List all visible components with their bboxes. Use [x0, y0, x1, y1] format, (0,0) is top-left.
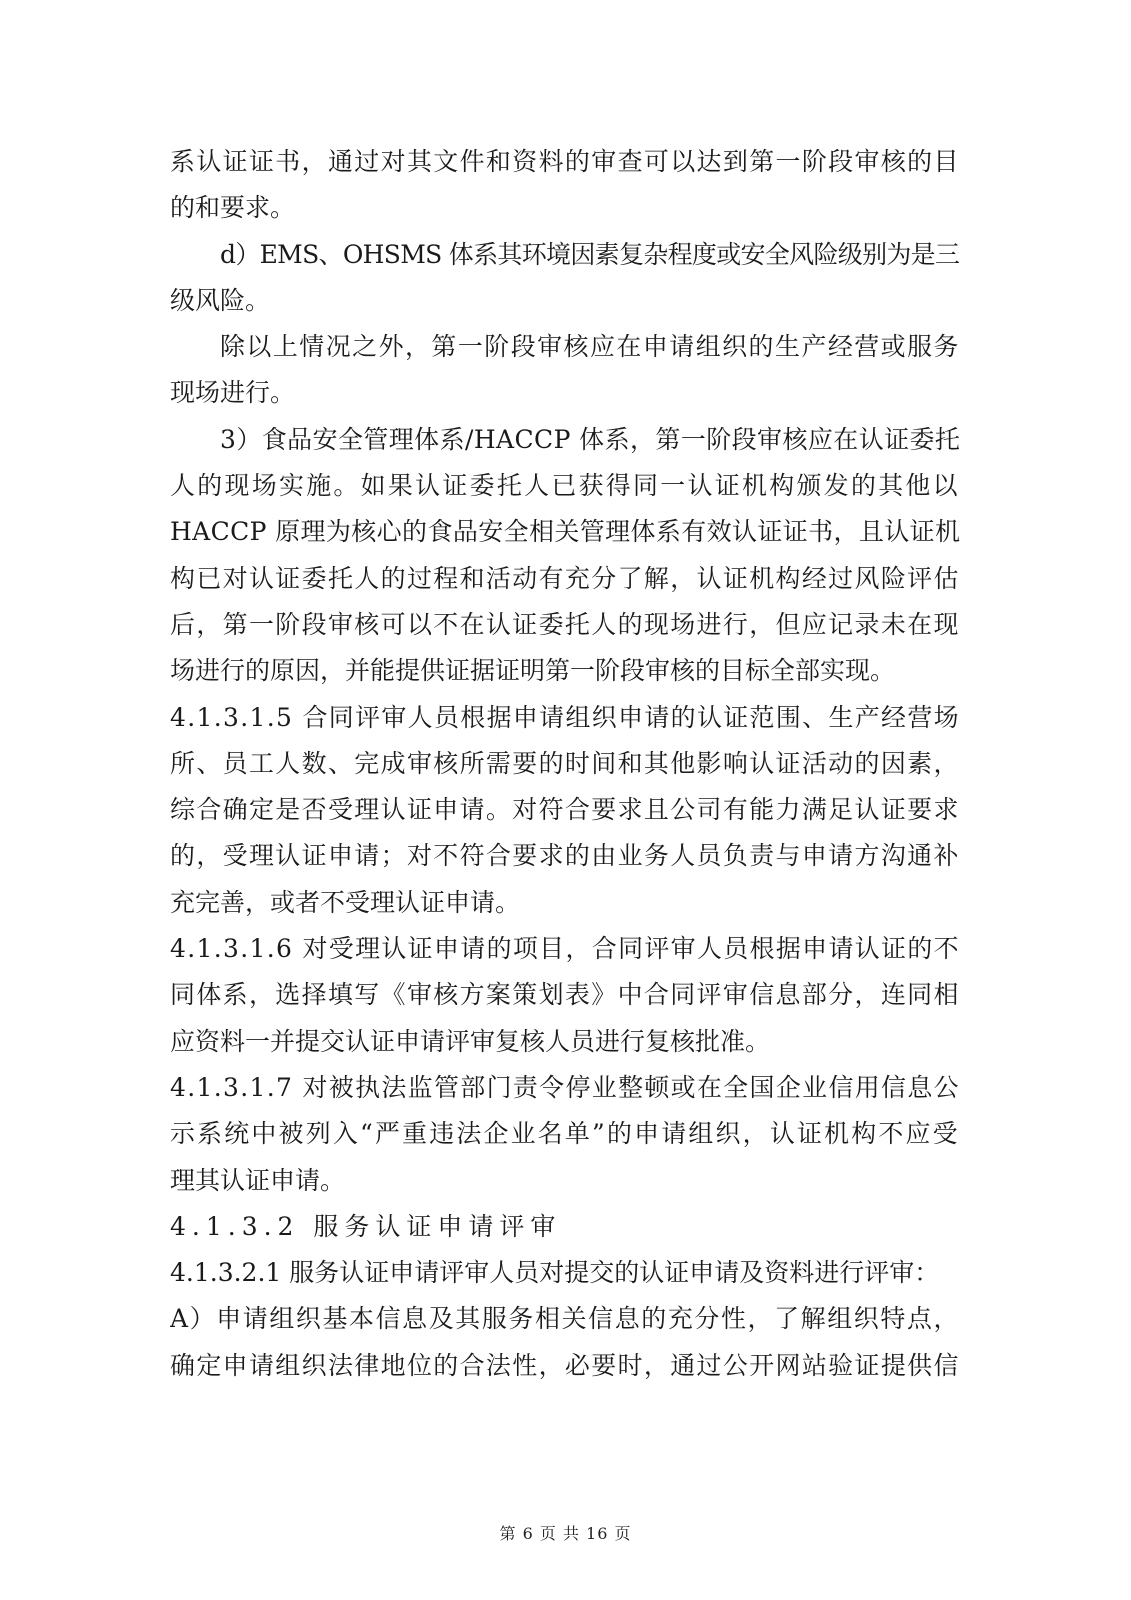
- text-line: 的，受理认证申请；对不符合要求的由业务人员负责与申请方沟通补: [170, 841, 960, 871]
- text-line: 理其认证申请。: [170, 1165, 346, 1195]
- text-line: 构已对认证委托人的过程和活动有充分了解，认证机构经过风险评估: [170, 563, 960, 593]
- text-line: 所、员工人数、完成审核所需要的时间和其他影响认证活动的因素，: [170, 748, 960, 778]
- text-line: 充完善，或者不受理认证申请。: [170, 887, 521, 917]
- text-line: 综合确定是否受理认证申请。对符合要求且公司有能力满足认证要求: [170, 795, 960, 825]
- text-line: 后，第一阶段审核可以不在认证委托人的现场进行，但应记录未在现: [170, 609, 960, 639]
- text-line: 级风险。: [170, 285, 271, 315]
- text-line: 的和要求。: [170, 193, 296, 223]
- text-line: 3）食品安全管理体系/HACCP 体系，第一阶段审核应在认证委托: [220, 424, 960, 454]
- text-line: 4.1.3.1.6 对受理认证申请的项目，合同评审人员根据申请认证的不: [170, 934, 960, 964]
- text-line: 4.1.3.2 服务认证申请评审: [170, 1211, 562, 1241]
- text-line: 现场进行。: [170, 378, 296, 408]
- text-line: 系认证证书，通过对其文件和资料的审查可以达到第一阶段审核的目: [170, 147, 960, 176]
- document-body: [170, 139, 960, 1389]
- text-line: 4.1.3.1.7 对被执法监管部门责令停业整顿或在全国企业信用信息公: [170, 1072, 960, 1102]
- text-line: 人的现场实施。如果认证委托人已获得同一认证机构颁发的其他以: [170, 471, 960, 501]
- text-line: 示系统中被列入“严重违法企业名单”的申请组织，认证机构不应受: [170, 1119, 960, 1149]
- text-line: d）EMS、OHSMS 体系其环境因素复杂程度或安全风险级别为是三: [220, 239, 960, 269]
- text-line: 确定申请组织法律地位的合法性，必要时，通过公开网站验证提供信: [170, 1350, 960, 1380]
- text-line: 场进行的原因，并能提供证据证明第一阶段审核的目标全部实现。: [170, 656, 896, 686]
- text-line: 同体系，选择填写《审核方案策划表》中合同评审信息部分，连同相: [170, 980, 960, 1010]
- text-line: 除以上情况之外，第一阶段审核应在申请组织的生产经营或服务: [220, 332, 960, 362]
- text-line: HACCP 原理为核心的食品安全相关管理体系有效认证证书，且认证机: [170, 517, 960, 547]
- text-line: A）申请组织基本信息及其服务相关信息的充分性，了解组织特点，: [170, 1304, 960, 1334]
- text-line: 应资料一并提交认证申请评审复核人员进行复核批准。: [170, 1026, 771, 1056]
- text-line: 4.1.3.1.5 合同评审人员根据申请组织申请的认证范围、生产经营场: [170, 702, 960, 732]
- page-footer: 第 6 页 共 16 页: [499, 1524, 632, 1543]
- text-line: 4.1.3.2.1 服务认证申请评审人员对提交的认证申请及资料进行评审：: [170, 1258, 940, 1288]
